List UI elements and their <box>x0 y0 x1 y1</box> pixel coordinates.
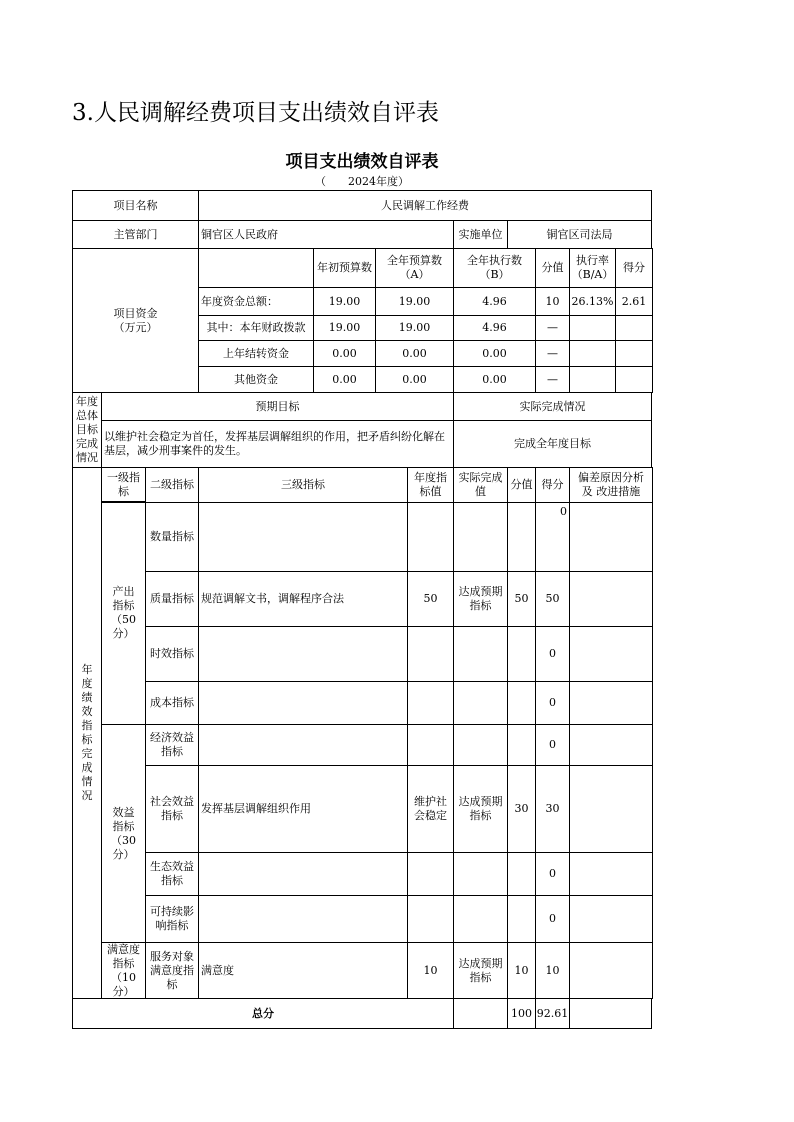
funds-row-label: 其他资金 <box>198 366 314 393</box>
perf-score <box>507 724 536 766</box>
perf-got: 30 <box>535 765 570 853</box>
table-title: 项目支出绩效自评表 <box>285 152 439 172</box>
funds-row-label: 上年结转资金 <box>198 340 314 367</box>
perf-actual: 达成预期指标 <box>453 765 508 853</box>
perf-target <box>407 502 454 572</box>
perf-actual <box>453 681 508 725</box>
cell-group-satisfaction: 满意度指标（10分） <box>101 942 146 999</box>
funds-header: 分值 <box>535 248 570 288</box>
perf-actual <box>453 724 508 766</box>
funds-value: 4.96 <box>453 287 536 316</box>
cell-name-label: 项目名称 <box>72 190 199 221</box>
funds-header: 全年执行数（B） <box>453 248 536 288</box>
funds-row-label: 其中：本年财政拨款 <box>198 315 314 341</box>
perf-l3 <box>198 681 408 725</box>
cell-total-label: 总分 <box>72 998 454 1029</box>
perf-l3: 规范调解文书，调解程序合法 <box>198 571 408 627</box>
funds-value: 19.00 <box>313 287 376 316</box>
perf-l3 <box>198 502 408 572</box>
perf-target <box>407 852 454 896</box>
perf-header: 得分 <box>535 467 570 503</box>
cell-name: 人民调解工作经费 <box>198 190 652 221</box>
cell-funds-label: 项目资金（万元） <box>72 248 199 393</box>
cell-perf-label: 年度绩效指标完成情况 <box>72 467 102 999</box>
perf-score <box>507 895 536 943</box>
cell-expected: 以维护社会稳定为首任，发挥基层调解组织的作用，把矛盾纠纷化解在基层，减少刑事案件的发生。 <box>101 420 454 468</box>
perf-l3: 发挥基层调解组织作用 <box>198 765 408 853</box>
perf-l2: 经济效益指标 <box>145 724 199 766</box>
perf-score <box>507 852 536 896</box>
funds-value: 19.00 <box>375 315 454 341</box>
funds-value <box>615 340 653 367</box>
perf-actual: 达成预期指标 <box>453 571 508 627</box>
perf-score <box>507 626 536 682</box>
perf-header: 一级指标 <box>101 467 146 503</box>
cell-goal-label: 年度总体目标完成情况 <box>72 392 102 468</box>
perf-target: 10 <box>407 942 454 999</box>
funds-value: 0.00 <box>313 366 376 393</box>
perf-got: 0 <box>535 724 570 766</box>
perf-l3 <box>198 852 408 896</box>
cell-actual-label: 实际完成情况 <box>453 392 652 421</box>
perf-got: 0 <box>535 626 570 682</box>
perf-l2: 质量指标 <box>145 571 199 627</box>
perf-l2: 社会效益指标 <box>145 765 199 853</box>
perf-l3: 满意度 <box>198 942 408 999</box>
perf-l2: 成本指标 <box>145 681 199 725</box>
cell-unit: 铜官区司法局 <box>507 220 652 249</box>
cell-unit-label: 实施单位 <box>453 220 508 249</box>
perf-note <box>569 942 653 999</box>
perf-note <box>569 895 653 943</box>
funds-value <box>569 366 616 393</box>
funds-value: 19.00 <box>313 315 376 341</box>
perf-l2: 时效指标 <box>145 626 199 682</box>
perf-header: 分值 <box>507 467 536 503</box>
perf-score <box>507 681 536 725</box>
funds-value: — <box>535 315 570 341</box>
perf-target <box>407 626 454 682</box>
funds-value: 0.00 <box>375 340 454 367</box>
funds-header-blank <box>198 248 314 288</box>
perf-got: 0 <box>535 852 570 896</box>
funds-value: 2.61 <box>615 287 653 316</box>
cell-total-blank <box>453 998 508 1029</box>
perf-score: 30 <box>507 765 536 853</box>
perf-header: 年度指标值 <box>407 467 454 503</box>
perf-l2: 生态效益指标 <box>145 852 199 896</box>
funds-value: 0.00 <box>313 340 376 367</box>
cell-actual: 完成全年度目标 <box>453 420 652 468</box>
perf-actual: 达成预期指标 <box>453 942 508 999</box>
perf-score <box>507 502 536 572</box>
perf-header: 实际完成值 <box>453 467 508 503</box>
cell-expected-label: 预期目标 <box>101 392 454 421</box>
cell-group-benefit: 效益指标（30分） <box>101 724 146 943</box>
cell-dept-label: 主管部门 <box>72 220 199 249</box>
funds-value: 0.00 <box>453 366 536 393</box>
perf-got: 50 <box>535 571 570 627</box>
section-heading: 3.人民调解经费项目支出绩效自评表 <box>72 100 439 126</box>
funds-value <box>615 315 653 341</box>
funds-value: 26.13% <box>569 287 616 316</box>
perf-l2: 可持续影响指标 <box>145 895 199 943</box>
perf-header: 三级指标 <box>198 467 408 503</box>
perf-got: 0 <box>535 502 570 572</box>
perf-note <box>569 502 653 572</box>
perf-target <box>407 895 454 943</box>
funds-value <box>569 340 616 367</box>
cell-total-note <box>569 998 652 1029</box>
year-label: （ 2024年度） <box>315 175 409 188</box>
funds-value: 19.00 <box>375 287 454 316</box>
perf-l3 <box>198 724 408 766</box>
funds-value: 0.00 <box>375 366 454 393</box>
perf-l2: 服务对象满意度指标 <box>145 942 199 999</box>
cell-total-got: 92.61 <box>535 998 570 1029</box>
perf-l2: 数量指标 <box>145 502 199 572</box>
perf-target <box>407 724 454 766</box>
funds-value <box>569 315 616 341</box>
perf-header: 偏差原因分析 及 改进措施 <box>569 467 653 503</box>
cell-group-output: 产出指标（50分） <box>101 501 146 725</box>
perf-score: 10 <box>507 942 536 999</box>
cell-dept: 铜官区人民政府 <box>198 220 454 249</box>
perf-got: 10 <box>535 942 570 999</box>
perf-l3 <box>198 626 408 682</box>
perf-actual <box>453 502 508 572</box>
funds-header: 年初预算数 <box>313 248 376 288</box>
perf-note <box>569 724 653 766</box>
funds-header: 执行率（B/A） <box>569 248 616 288</box>
perf-got: 0 <box>535 681 570 725</box>
funds-value <box>615 366 653 393</box>
funds-value: — <box>535 340 570 367</box>
funds-value: 4.96 <box>453 315 536 341</box>
perf-note <box>569 571 653 627</box>
perf-note <box>569 681 653 725</box>
perf-target: 50 <box>407 571 454 627</box>
perf-header: 二级指标 <box>145 467 199 503</box>
cell-total-score: 100 <box>507 998 536 1029</box>
funds-value: 10 <box>535 287 570 316</box>
perf-l3 <box>198 895 408 943</box>
perf-note <box>569 626 653 682</box>
funds-value: — <box>535 366 570 393</box>
perf-actual <box>453 895 508 943</box>
perf-actual <box>453 852 508 896</box>
perf-got: 0 <box>535 895 570 943</box>
perf-target: 维护社会稳定 <box>407 765 454 853</box>
funds-row-label: 年度资金总额： <box>198 287 314 316</box>
perf-note <box>569 852 653 896</box>
funds-value: 0.00 <box>453 340 536 367</box>
perf-target <box>407 681 454 725</box>
perf-actual <box>453 626 508 682</box>
perf-note <box>569 765 653 853</box>
funds-header: 得分 <box>615 248 653 288</box>
perf-score: 50 <box>507 571 536 627</box>
funds-header: 全年预算数（A） <box>375 248 454 288</box>
